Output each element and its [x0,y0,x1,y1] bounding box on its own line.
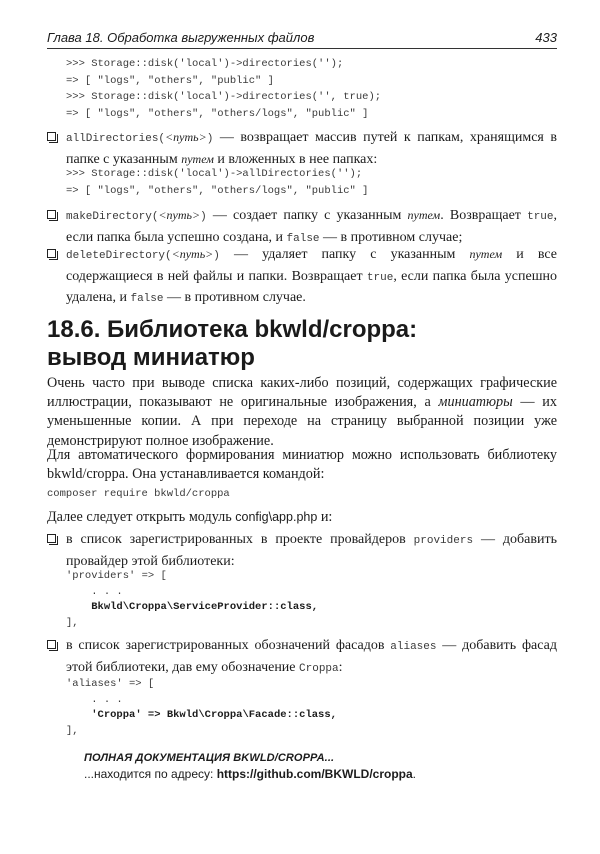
bullet-all-directories: allDirectories(<путь>) — возвращает массив путей к папкам, хранящимся в папке с указанным путем и вложенных в нее папках: [47,128,557,169]
code-line: 'providers' => [ [66,570,167,582]
note-body: ...находится по адресу: https://github.com/BKWLD/croppa. [84,767,417,781]
bullet-providers: в список зарегистрированных в проекте провайдеров providers — добавить провайдер этой библиотеки: [47,530,557,571]
paragraph-install: Для автоматического формирования миниатюр можно использовать библиотеку bkwld/croppa. Она устанавливается командой: [47,447,557,483]
documentation-note [84,752,554,781]
running-head [47,28,557,49]
checkbox-bullet-icon [47,132,56,141]
bullet-make-directory: makeDirectory(<путь>) — создает папку с указанным путем. Возвращает true, если папка была успешно создана, и false — в противном случае; [47,206,557,249]
chapter-title: Глава 18. Обработка выгруженных файлов [47,30,315,45]
code-line: ], [66,616,79,629]
code-line: => [ "logs", "others", "others/logs", "public" ] [66,184,369,197]
code-line: . . . [91,585,123,598]
note-title: ПОЛНАЯ ДОКУМЕНТАЦИЯ BKWLD/CROPPA... [84,752,335,764]
paragraph-thumbnails: Очень часто при выводе списка каких-либо позиций, содержащих графические иллюстрации, показывают не оригинальные изображения, а миниатюры — их уменьшенные копии. А при переходе на страницу выбранной позиции уже демонстрируют полное изображение. [47,375,557,449]
bullet-aliases: в список зарегистрированных обозначений фасадов aliases — добавить фасад этой библиотеки, дав ему обозначение Croppa: [47,636,557,679]
page-number: 433 [535,30,557,45]
paragraph-open-module: Далее следует открыть модуль config\app.php и: [47,509,333,525]
code-line: => [ "logs", "others", "others/logs", "public" ] [66,107,369,120]
code-line: ], [66,724,79,737]
code-line: >>> Storage::disk('local')->directories('', true); [66,91,382,103]
install-command: composer require bkwld/croppa [47,488,230,500]
checkbox-bullet-icon [47,249,56,258]
code-block-providers [66,569,318,631]
code-block-aliases [66,677,337,739]
code-line: >>> Storage::disk('local')->directories(''); [66,58,344,70]
bullet-delete-directory: deleteDirectory(<путь>) — удаляет папку с указанным путем и все содержащиеся в ней файлы и папки. Возвращает true, если папка была успешно удалена, и false — в противном случае. [47,245,557,310]
code-line: 'aliases' => [ [66,678,155,690]
code-block-directories [66,56,381,122]
documentation-link[interactable]: https://github.com/BKWLD/croppa [216,767,413,781]
checkbox-bullet-icon [47,210,56,219]
code-line: . . . [91,693,123,706]
code-line: => [ "logs", "others", "public" ] [66,74,274,87]
checkbox-bullet-icon [47,534,56,543]
code-line: Bkwld\Croppa\ServiceProvider::class, [91,601,319,613]
section-heading: 18.6. Библиотека bkwld/croppa: вывод миниатюр [47,316,418,371]
checkbox-bullet-icon [47,640,56,649]
code-line: 'Croppa' => Bkwld\Croppa\Facade::class, [91,709,337,721]
code-line: >>> Storage::disk('local')->allDirectories(''); [66,168,363,180]
code-block-all-directories [66,166,368,199]
